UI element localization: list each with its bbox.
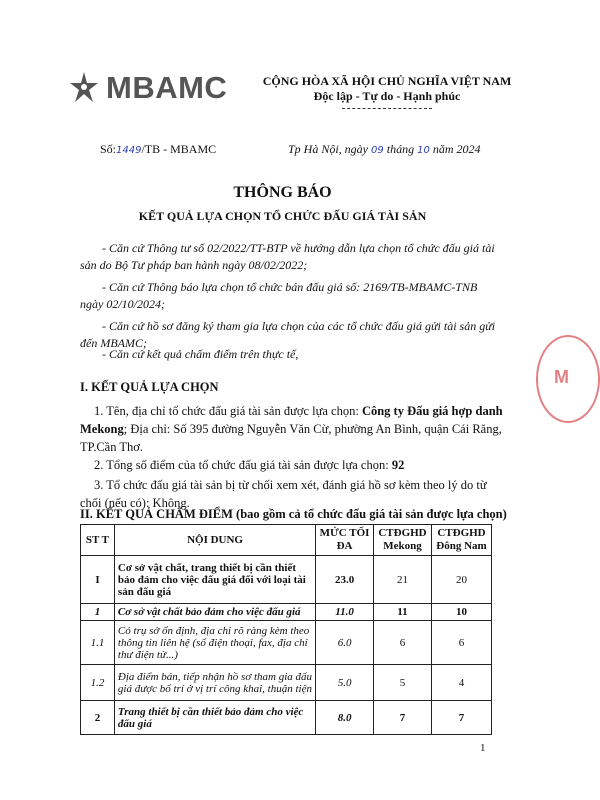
cell: 5 (374, 665, 432, 701)
doc-number-handwritten: 1449 (116, 145, 142, 156)
date-month-label: tháng (386, 142, 415, 156)
table-row (81, 665, 492, 701)
cell: 11.0 (316, 604, 374, 621)
cell: 2 (81, 701, 115, 735)
col-mekong: CTĐGHD Mekong (374, 525, 432, 556)
logo (66, 70, 227, 106)
cell: Trang thiết bị cần thiết bảo đảm cho việc đấu giá (114, 701, 315, 735)
basis-2: - Căn cứ Thông báo lựa chọn tổ chức bán đấu giá số: 2169/TB-MBAMC-TNB ngày 02/10/2024; (80, 280, 478, 311)
national-header (262, 74, 512, 109)
cell: 11 (374, 604, 432, 621)
doc-number-suffix: /TB - MBAMC (141, 142, 217, 156)
section1-item1 (80, 402, 505, 456)
table-header-row (81, 525, 492, 556)
date-year: năm 2024 (432, 142, 481, 156)
cell: 1.2 (81, 665, 115, 701)
item1-address: ; Địa chỉ: Số 395 đường Nguyễn Văn Cừ, phường An Bình, quận Cái Răng, TP.Cần Thơ. (80, 422, 502, 454)
cell: 6 (431, 621, 491, 665)
cell: 21 (374, 556, 432, 604)
item1-prefix: 1. Tên, địa chỉ tổ chức đấu giá tài sản được lựa chọn: (94, 404, 362, 418)
logo-star-icon (66, 70, 102, 106)
section2-heading: II. KẾT QUẢ CHẤM ĐIỂM (bao gồm cả tổ chức đấu giá tài sản được lựa chọn) (80, 507, 507, 521)
cell: 10 (431, 604, 491, 621)
cell: Cơ sở vật chất, trang thiết bị cần thiết bảo đảm cho việc đấu giá đối với loại tài sản đấu giá (114, 556, 315, 604)
page-number: 1 (480, 742, 486, 754)
table-row (81, 701, 492, 735)
col-content: NỘI DUNG (114, 525, 315, 556)
item2-prefix: 2. Tổng số điểm của tổ chức đấu giá tài sản được lựa chọn: (94, 458, 392, 472)
col-dongnam: CTĐGHD Đông Nam (431, 525, 491, 556)
item1-org-name: Công ty Đấu giá hợp danh Mekong (80, 404, 503, 436)
item2-score: 92 (391, 458, 405, 472)
col-stt: ST T (81, 525, 115, 556)
cell: 6.0 (316, 621, 374, 665)
date-month: 10 (417, 145, 430, 156)
section1-heading: I. KẾT QUẢ LỰA CHỌN (80, 380, 219, 394)
document-date (288, 142, 481, 157)
logo-text: MBAMC (106, 70, 228, 105)
cell: 8.0 (316, 701, 374, 735)
section1-item3: 3. Tổ chức đấu giá tài sản bị từ chối xem xét, đánh giá hồ sơ kèm theo lý do từ chối (nếu có): Không. (80, 478, 487, 510)
cell: 7 (374, 701, 432, 735)
date-prefix: Tp Hà Nội, ngày (288, 142, 369, 156)
page-subtitle: KẾT QUẢ LỰA CHỌN TỔ CHỨC ĐẤU GIÁ TÀI SẢN (138, 209, 427, 223)
document-number (100, 142, 216, 157)
page-title: THÔNG BÁO (233, 184, 332, 201)
cell: 1.1 (81, 621, 115, 665)
national-motto: Độc lập - Tự do - Hạnh phúc (313, 89, 461, 103)
col-max: MỨC TỐI ĐA (316, 525, 374, 556)
national-title: CỘNG HÒA XÃ HỘI CHỦ NGHĨA VIỆT NAM (262, 74, 512, 88)
basis-3: - Căn cứ hồ sơ đăng ký tham gia lựa chọn của các tổ chức đấu giá gửi tài sản gửi đến MBAMC; (80, 319, 496, 350)
doc-number-prefix: Số: (100, 142, 117, 156)
table-row (81, 556, 492, 604)
cell: 20 (431, 556, 491, 604)
cell: Địa điểm bán, tiếp nhận hồ sơ tham gia đấu giá được bố trí ở vị trí công khai, thuận tiện (114, 665, 315, 701)
score-table (80, 524, 492, 735)
date-day: 09 (371, 145, 384, 156)
cell: 5.0 (316, 665, 374, 701)
cell: 4 (431, 665, 491, 701)
table-row (81, 621, 492, 665)
cell: 1 (81, 604, 115, 621)
cell: I (81, 556, 115, 604)
red-seal-stamp: M (536, 335, 600, 423)
basis-1: - Căn cứ Thông tư số 02/2022/TT-BTP về hướng dẫn lựa chọn tổ chức đấu giá tài sản do Bộ Tư pháp ban hành ngày 08/02/2022; (80, 241, 495, 272)
cell: 7 (431, 701, 491, 735)
section1-item2 (80, 456, 505, 474)
cell: Có trụ sở ổn định, địa chỉ rõ ràng kèm theo thông tin liên hệ (số điện thoại, fax, địa chỉ thư điện tử...) (114, 621, 315, 665)
cell: 23.0 (316, 556, 374, 604)
basis-4: - Căn cứ kết quả chấm điểm trên thực tế, (102, 347, 299, 361)
cell: 6 (374, 621, 432, 665)
motto-divider (342, 104, 432, 109)
cell: Cơ sở vật chất bảo đảm cho việc đấu giá (114, 604, 315, 621)
table-row (81, 604, 492, 621)
